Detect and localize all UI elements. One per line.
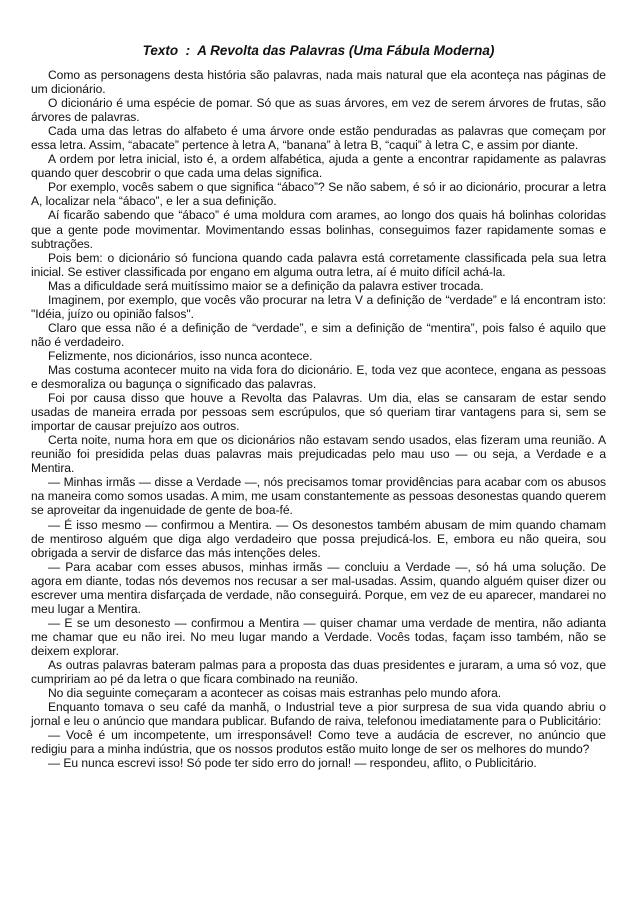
paragraph: As outras palavras bateram palmas para a proposta das duas presidentes e juraram, a uma só voz, que cumpririam ao pé da letra o que ficara combinado na reunião. <box>31 657 606 687</box>
paragraph: — Você é um incompetente, um irresponsável! Como teve a audácia de escrever, no anúncio que redigiu para a minha indústria, que os nossos produtos estão muito longe de ser os melhores do mundo? <box>31 728 606 757</box>
paragraph: Foi por causa disso que houve a Revolta das Palavras. Um dia, elas se cansaram de estar sendo usadas de maneira errada por pessoas sem escrúpulos, que só queriam tirar vantagens para si, sem se importar de causar prejuízo aos outros. <box>31 391 606 434</box>
paragraph: Certa noite, numa hora em que os dicionários não estavam sendo usados, elas fizeram uma reunião. A reunião foi presidida pelas duas palavras mais prejudicadas pelo mau uso — ou seja, a Verdade e a Mentira. <box>31 433 606 476</box>
paragraph: — Minhas irmãs — disse a Verdade —, nós precisamos tomar providências para acabar com os abusos na maneira como somos usadas. A mim, me usam constantemente as pessoas desonestas quando querem se aproveitar da ingenuidade de gente de boa-fé. <box>31 475 606 518</box>
paragraph: — E se um desonesto — confirmou a Mentira — quiser chamar uma verdade de mentira, não adianta me chamar que eu não irei. No meu lugar mando a Verdade. Vocês todas, façam isso também, não se deixem explorar. <box>31 615 606 658</box>
paragraph: — Para acabar com esses abusos, minhas irmãs — concluiu a Verdade —, só há uma solução. De agora em diante, todas nós devemos nos recusar a ser mal-usadas. Assim, quando alguém quiser dizer ou escrever uma mentira disfarçada de verdade, não conseguirá. Porque, em vez de eu aparecer, mandarei no meu lugar a Mentira. <box>31 559 606 616</box>
paragraph: A ordem por letra inicial, isto é, a ordem alfabética, ajuda a gente a encontrar rapidamente as palavras quando quer descobrir o que cada uma delas significa. <box>31 152 606 181</box>
paragraph: O dicionário é uma espécie de pomar. Só que as suas árvores, em vez de serem árvores de frutas, são árvores de palavras. <box>31 96 606 125</box>
paragraph: Enquanto tomava o seu café da manhã, o Industrial teve a pior surpresa de sua vida quando abriu o jornal e leu o anúncio que mandara publicar. Bufando de raiva, telefonou imediatamente para o Publicitário: <box>31 700 606 729</box>
paragraph: Aí ficarão sabendo que “ábaco” é uma moldura com arames, ao longo dos quais há bolinhas coloridas que a gente pode movimentar. Movimentando essas bolinhas, conseguimos fazer rapidamente somas e subtrações. <box>31 208 606 251</box>
paragraph: Cada uma das letras do alfabeto é uma árvore onde estão penduradas as palavras que começam por essa letra. Assim, “abacate” pertence à letra A, “banana” à letra B, “caqui” à letra C, e assim por diante. <box>31 124 606 153</box>
paragraph: — É isso mesmo — confirmou a Mentira. — Os desonestos também abusam de mim quando chamam de mentiroso alguém que diga algo verdadeiro que possa prejudicá-los. E, embora eu não queira, sou obrigada a servir de disfarce das más intenções deles. <box>31 517 606 560</box>
paragraph: No dia seguinte começaram a acontecer as coisas mais estranhas pelo mundo afora. <box>48 686 502 701</box>
paragraph: Como as personagens desta história são palavras, nada mais natural que ela aconteça nas páginas de um dicionário. <box>31 68 606 97</box>
paragraph: Pois bem: o dicionário só funciona quando cada palavra está corretamente classificada pela sua letra inicial. Se estiver classificada por engano em alguma outra letra, aí é muito difícil achá-la. <box>31 250 606 279</box>
paragraph: Por exemplo, vocês sabem o que significa “ábaco”? Se não sabem, é só ir ao dicionário, procurar a letra A, localizar nela “ábaco”, e ler a sua definição. <box>31 180 606 209</box>
document-title: Texto : A Revolta das Palavras (Uma Fábula Moderna) <box>142 43 495 58</box>
paragraph: Claro que essa não é a definição de “verdade”, e sim a definição de “mentira”, pois falso é aquilo que não é verdadeiro. <box>31 320 606 349</box>
document-body <box>31 68 606 770</box>
paragraph: Mas costuma acontecer muito na vida fora do dicionário. E, toda vez que acontece, engana as pessoas e desmoraliza ou bagunça o significado das palavras. <box>31 362 606 392</box>
paragraph: Mas a dificuldade será muitíssimo maior se a definição da palavra estiver trocada. <box>48 278 484 293</box>
paragraph: — Eu nunca escrevi isso! Só pode ter sido erro do jornal! — respondeu, aflito, o Publicitário. <box>48 756 537 771</box>
paragraph: Felizmente, nos dicionários, isso nunca acontece. <box>48 348 313 363</box>
document-page <box>31 42 606 770</box>
paragraph: Imaginem, por exemplo, que vocês vão procurar na letra V a definição de “verdade” e lá encontram isto: "Idéia, juízo ou opinião falsos". <box>31 292 606 321</box>
